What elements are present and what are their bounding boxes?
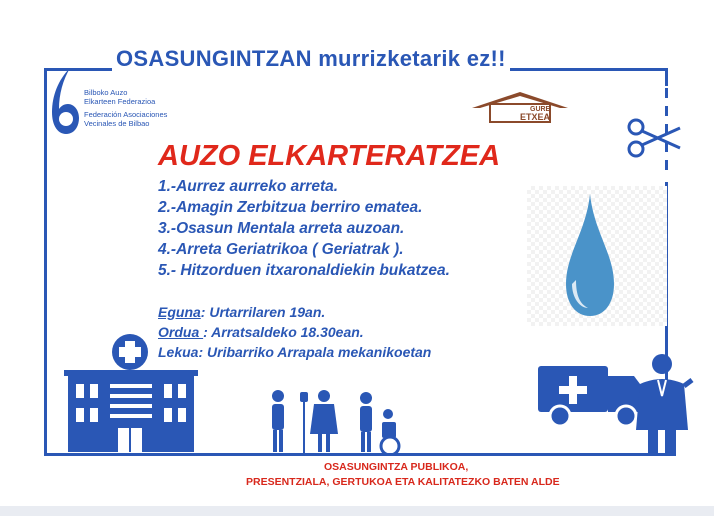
list-item: 3.-Osasun Mentala arreta auzoan. — [158, 220, 405, 237]
gure-etxea-logo-icon — [470, 90, 570, 124]
org-line-2: Elkarteen Federazioa — [84, 97, 156, 106]
list-item: 4.-Arreta Geriatrikoa ( Geriatrak ). — [158, 241, 404, 258]
org-line-3: Federación Asociaciones — [84, 110, 168, 119]
federation-logo-icon — [48, 66, 82, 138]
time-value: : Arratsaldeko 18.30ean. — [203, 324, 364, 340]
headline: OSASUNGINTZAN murrizketarik ez!! — [112, 46, 510, 72]
list-item: 5.- Hitzorduen itxaronaldiekin bukatzea. — [158, 262, 450, 279]
org-line-1: Bilboko Auzo — [84, 88, 128, 97]
date-label: Eguna — [158, 304, 201, 320]
logo-text-bottom: ETXEA — [520, 112, 551, 122]
subhead: AUZO ELKARTERATZEA — [158, 140, 501, 172]
org-name — [84, 88, 167, 128]
footer-line-1: OSASUNGINTZA PUBLIKOA, — [324, 461, 469, 473]
list-item: 2.-Amagin Zerbitzua berriro ematea. — [158, 199, 423, 216]
list-item: 1.-Aurrez aurreko arreta. — [158, 178, 339, 195]
logo-text-top: GURE — [530, 106, 551, 113]
time-label: Ordua — [158, 324, 204, 340]
footer-line-2: PRESENTZIALA, GERTUKOA ETA KALITATEZKO BATEN ALDE — [246, 476, 560, 488]
hospital-icon — [64, 332, 198, 454]
org-line-4: Vecinales de Bilbao — [84, 119, 150, 128]
date-value: : Urtarrilaren 19an. — [200, 304, 326, 320]
doctor-icon — [632, 350, 694, 458]
water-drop-icon — [562, 192, 618, 320]
people-icon — [262, 388, 416, 456]
scissors-icon — [626, 118, 682, 158]
bottom-bar — [0, 506, 714, 516]
event-date — [158, 304, 325, 320]
event-place: Lekua: Uribarriko Arrapala mekanikoetan — [158, 344, 432, 360]
